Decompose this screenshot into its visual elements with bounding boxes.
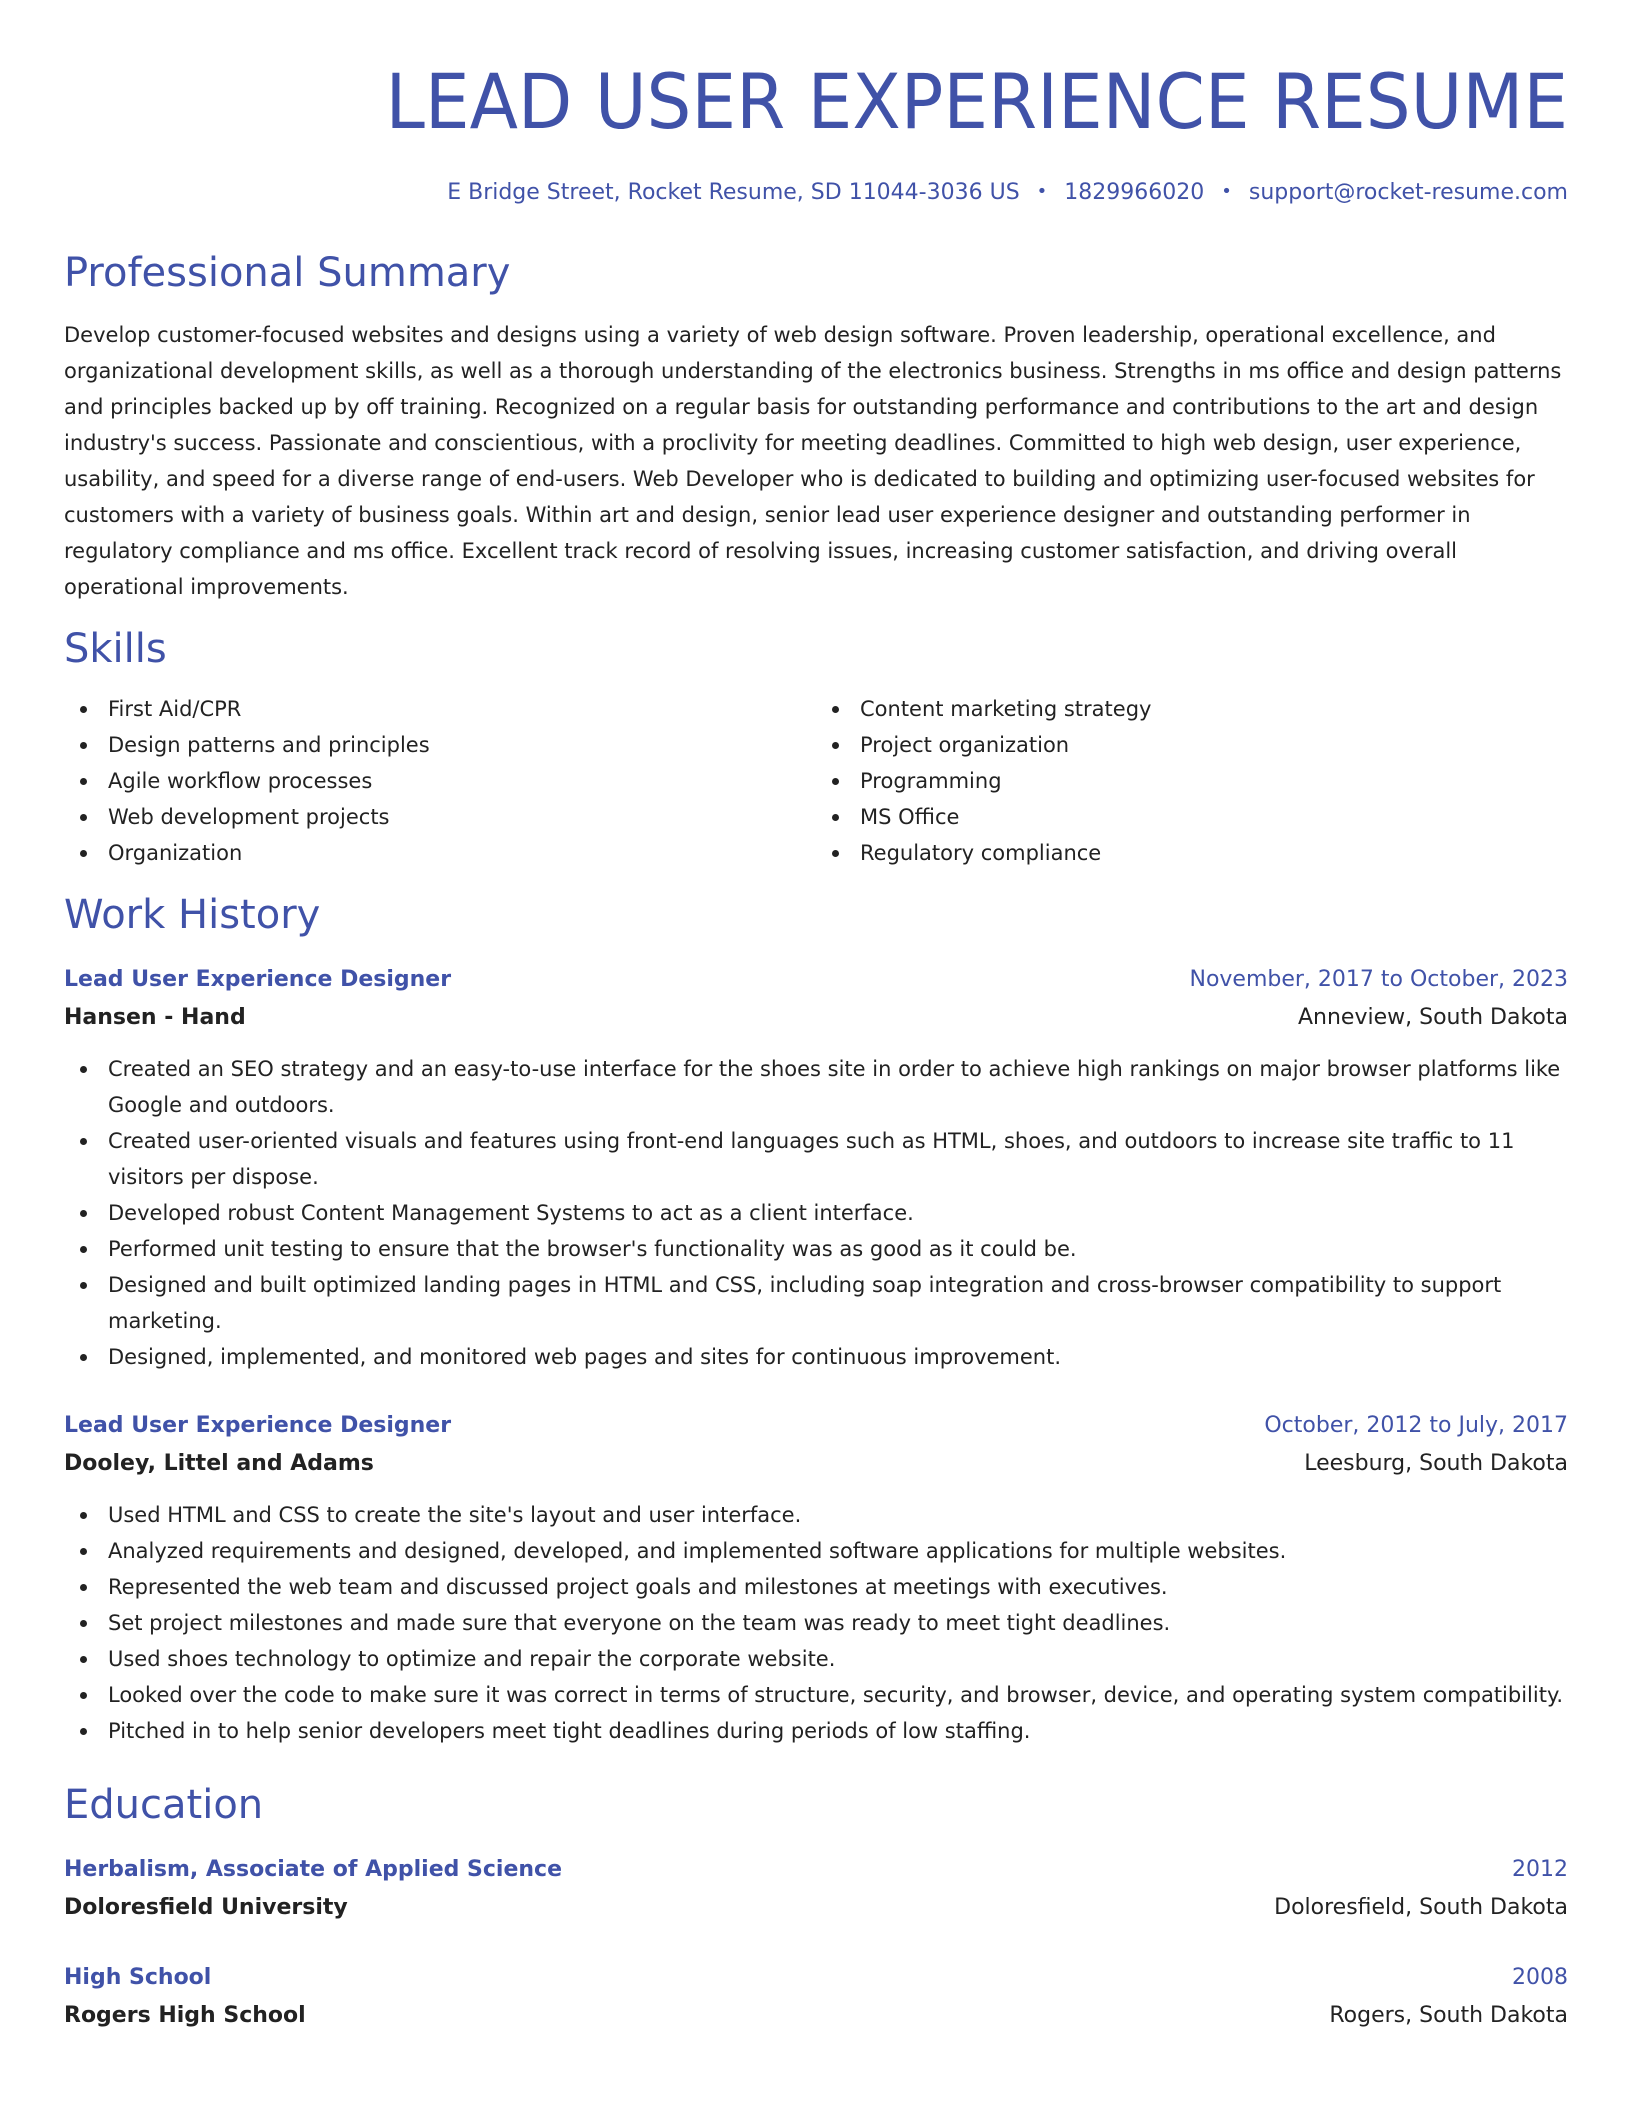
job-bullet: Created user-oriented visuals and features using front-end languages such as HTML, shoes, and outdoors to increase site traffic to 11 visitors per dispose. [64,1123,1568,1195]
summary-heading: Professional Summary [64,250,511,296]
job-bullet: Set project milestones and made sure that everyone on the team was ready to meet tight deadlines. [64,1605,1568,1641]
job-bullet: Used shoes technology to optimize and repair the corporate website. [64,1641,1568,1677]
skills-column-left [64,691,816,871]
education-location: Rogers, South Dakota [1329,2003,1568,2028]
contact-separator: • [1036,181,1048,202]
contact-separator: • [1221,181,1232,202]
contact-email: support@rocket-resume.com [1248,180,1568,205]
resume-title: LEAD USER EXPERIENCE RESUME [385,57,1569,146]
job-title: Lead User Experience Designer [64,1413,452,1438]
job-location: Leesburg, South Dakota [1304,1451,1568,1476]
skill-item: Programming [816,763,1568,799]
job-bullet: Designed and built optimized landing pages in HTML and CSS, including soap integration and cross-browser compatibility to support marketing. [64,1267,1568,1339]
education-degree: Herbalism, Associate of Applied Science [64,1857,562,1882]
contact-phone: 1829966020 [1064,180,1205,205]
job-bullet: Created an SEO strategy and an easy-to-use interface for the shoes site in order to achieve high rankings on major browser platforms like Google and outdoors. [64,1051,1568,1123]
job-company: Dooley, Littel and Adams [64,1451,374,1476]
skill-item: Content marketing strategy [816,691,1568,727]
education-entry [64,1853,1568,1925]
job-entry [64,1409,1568,1749]
job-bullet: Developed robust Content Management Systems to act as a client interface. [64,1195,1568,1231]
skills-column-right [816,691,1568,871]
contact-address: E Bridge Street, Rocket Resume, SD 11044-3036 US [447,180,1020,205]
job-entry [64,963,1568,1375]
skill-item: MS Office [816,799,1568,835]
skill-item: Project organization [816,727,1568,763]
skill-item: Design patterns and principles [64,727,816,763]
job-title: Lead User Experience Designer [64,967,452,992]
skill-item: Web development projects [64,799,816,835]
job-bullets [64,1051,1568,1375]
education-school: Rogers High School [64,2003,306,2028]
education-entry [64,1961,1568,2033]
job-bullet: Looked over the code to make sure it was correct in terms of structure, security, and browser, device, and operating system compatibility. [64,1677,1568,1713]
job-dates: October, 2012 to July, 2017 [1264,1413,1568,1438]
job-bullet: Represented the web team and discussed project goals and milestones at meetings with executives. [64,1569,1568,1605]
skill-item: Agile workflow processes [64,763,816,799]
job-bullet: Designed, implemented, and monitored web pages and sites for continuous improvement. [64,1339,1568,1375]
contact-line [64,180,1568,205]
job-company: Hansen - Hand [64,1005,246,1030]
job-location: Anneview, South Dakota [1298,1005,1568,1030]
job-bullet: Analyzed requirements and designed, developed, and implemented software applications for multiple websites. [64,1533,1568,1569]
job-bullet: Used HTML and CSS to create the site's layout and user interface. [64,1497,1568,1533]
education-year: 2008 [1512,1965,1568,1990]
job-bullet: Performed unit testing to ensure that the browser's functionality was as good as it could be. [64,1231,1568,1267]
job-bullet: Pitched in to help senior developers meet tight deadlines during periods of low staffing. [64,1713,1568,1749]
job-bullets [64,1497,1568,1749]
skills-list [64,691,1568,871]
skill-item: Regulatory compliance [816,835,1568,871]
summary-text: Develop customer-focused websites and designs using a variety of web design software. Proven leadership, operational excellence, and organizational development skills, as well as a thorough understanding of the electronics business. Strengths in ms office and design patterns and principles backed up by off training. Recognized on a regular basis for outstanding performance and contributions to the art and design industry's success. Passionate and conscientious, with a proclivity for meeting deadlines. Committed to high web design, user experience, usability, and speed for a diverse range of end-users. Web Developer who is dedicated to building and optimizing user-focused websites for customers with a variety of business goals. Within art and design, senior lead user experience designer and outstanding performer in regulatory compliance and ms office. Excellent track record of resolving issues, increasing customer satisfaction, and driving overall operational improvements. [64,323,1562,599]
job-dates: November, 2017 to October, 2023 [1189,967,1568,992]
work-history-heading: Work History [64,892,321,938]
education-school: Doloresfield University [64,1895,348,1920]
education-degree: High School [64,1965,212,1990]
education-year: 2012 [1512,1857,1568,1882]
education-heading: Education [64,1782,264,1828]
skill-item: First Aid/CPR [64,691,816,727]
education-location: Doloresfield, South Dakota [1274,1895,1568,1920]
skills-heading: Skills [64,626,167,672]
skill-item: Organization [64,835,816,871]
